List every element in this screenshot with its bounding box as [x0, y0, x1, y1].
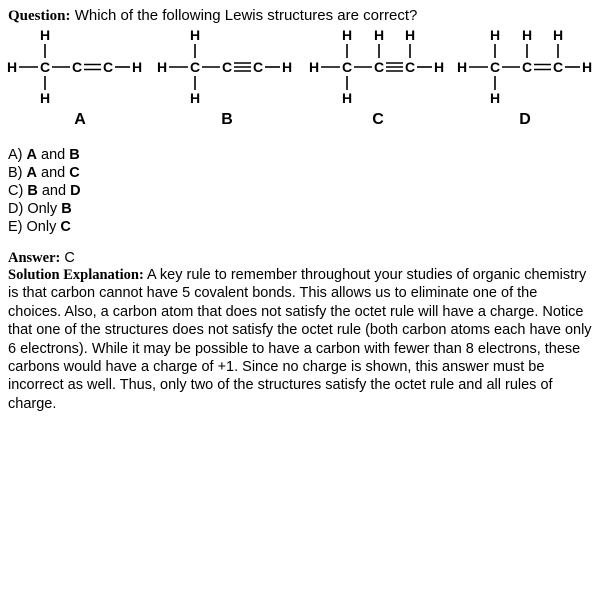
- choice-letter: C): [8, 183, 24, 199]
- choice-part: A: [26, 147, 38, 163]
- atom-h: H: [373, 27, 385, 43]
- solution-explanation: [8, 266, 592, 413]
- atom-h: H: [433, 59, 445, 75]
- choice-part: Only: [27, 201, 58, 217]
- choice-letter: B): [8, 165, 23, 181]
- atom-c: C: [221, 59, 233, 75]
- atom-h: H: [521, 27, 533, 43]
- atom-h: H: [308, 59, 320, 75]
- atom-c: C: [189, 59, 201, 75]
- choice-part: B: [27, 183, 38, 199]
- atom-c: C: [373, 59, 385, 75]
- choice-part: B: [69, 147, 80, 163]
- explanation-label: Solution Explanation:: [8, 267, 144, 283]
- choice-e: [8, 218, 81, 236]
- atom-h: H: [489, 90, 501, 106]
- atom-h: H: [552, 27, 564, 43]
- atom-c: C: [552, 59, 564, 75]
- atom-h: H: [456, 59, 468, 75]
- atom-c: C: [521, 59, 533, 75]
- choice-part: and: [41, 165, 66, 181]
- choice-a: [8, 146, 81, 164]
- choice-part: B: [61, 201, 72, 217]
- atom-c: C: [39, 59, 51, 75]
- atom-c: C: [489, 59, 501, 75]
- structure-label: A: [74, 111, 86, 128]
- atom-h: H: [341, 90, 353, 106]
- atom-h: H: [156, 59, 168, 75]
- question-text: Which of the following Lewis structures are correct?: [74, 7, 418, 24]
- answer-choices: [8, 146, 81, 236]
- choice-letter: D): [8, 201, 24, 217]
- choice-b: [8, 164, 81, 182]
- explanation-text: A key rule to remember throughout your studies of organic chemistry is that carbon cannot have 5 covalent bonds. This allows us to eliminate one of the choices. Also, a carbon atom that does not satisfy the octet rule will have a charge. Notice that one of the structures does not satisfy the octet rule (both carbon atoms each have only 6 electrons). While it may be possible to have a carbon with fewer than 8 electrons, these carbons would have a charge of +1. Since no charge is shown, this answer must be incorrect as well. Thus, only two of the structures satisfy the octet rule and all rules of charge.: [8, 267, 592, 412]
- structure-label: C: [372, 111, 384, 128]
- answer-label: Answer:: [8, 250, 61, 266]
- answer-value: C: [64, 250, 75, 266]
- atom-c: C: [102, 59, 114, 75]
- choice-part: C: [69, 165, 80, 181]
- atom-h: H: [281, 59, 293, 75]
- choice-part: and: [41, 147, 66, 163]
- choice-part: and: [41, 183, 67, 199]
- atom-h: H: [581, 59, 593, 75]
- atom-h: H: [341, 27, 353, 43]
- choice-letter: A): [8, 147, 23, 163]
- atom-h: H: [131, 59, 143, 75]
- choice-c: [8, 182, 81, 200]
- atom-h: H: [189, 90, 201, 106]
- atom-h: H: [404, 27, 416, 43]
- answer-line: [8, 249, 75, 267]
- structure-label: D: [519, 111, 531, 128]
- choice-part: A: [26, 165, 38, 181]
- choice-d: [8, 200, 81, 218]
- choice-letter: E): [8, 219, 23, 235]
- choice-part: C: [60, 219, 71, 235]
- atom-c: C: [341, 59, 353, 75]
- atom-h: H: [6, 59, 18, 75]
- structure-label: B: [221, 111, 233, 128]
- atom-h: H: [189, 27, 201, 43]
- choice-part: D: [70, 183, 81, 199]
- lewis-structures: [0, 0, 600, 140]
- atom-c: C: [404, 59, 416, 75]
- atom-h: H: [489, 27, 501, 43]
- atom-h: H: [39, 27, 51, 43]
- atom-c: C: [71, 59, 83, 75]
- choice-part: Only: [26, 219, 57, 235]
- question-label: Question:: [8, 8, 71, 24]
- atom-h: H: [39, 90, 51, 106]
- atom-c: C: [252, 59, 264, 75]
